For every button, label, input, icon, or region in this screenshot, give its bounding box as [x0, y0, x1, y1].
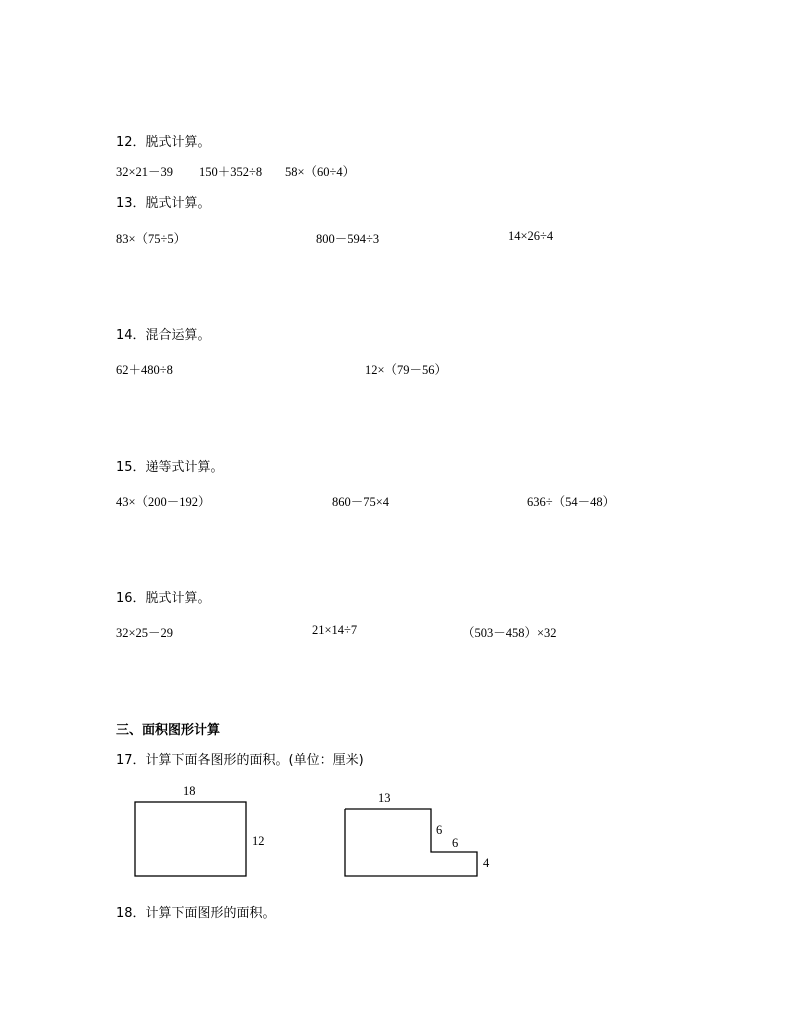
rect-right-label: 12 [252, 834, 265, 848]
q15-title: 15．递等式计算。 [116, 460, 224, 475]
lshape-top-label: 13 [378, 791, 391, 805]
rectangle-shape [135, 802, 246, 876]
q16-expression-3: （503－458）×32 [462, 626, 557, 640]
q12-expression-2: 150＋352÷8 [199, 165, 263, 179]
q14-expression-1: 62＋480÷8 [116, 363, 173, 377]
q17-title: 17．计算下面各图形的面积。(单位：厘米) [116, 753, 364, 768]
rect-top-label: 18 [183, 784, 196, 798]
q16-expression-1: 32×25－29 [116, 626, 174, 640]
q12-expression-3: 58×（60÷4） [285, 165, 356, 179]
lshape-right-label: 4 [483, 856, 490, 870]
q15-expression-3: 636÷（54－48） [527, 495, 616, 509]
q18-title: 18．计算下面图形的面积。 [116, 906, 276, 921]
q12-expression-1: 32×21－39 [116, 165, 174, 179]
q14-title: 14．混合运算。 [116, 328, 211, 343]
q14-expression-2: 12×（79－56） [365, 363, 448, 377]
q15-expression-1: 43×（200－192） [116, 495, 211, 509]
q16-title: 16．脱式计算。 [116, 591, 211, 606]
q13-title: 13．脱式计算。 [116, 196, 211, 211]
q13-expression-2: 800－594÷3 [316, 232, 380, 246]
q13-expression-1: 83×（75÷5） [116, 232, 187, 246]
q15-expression-2: 860－75×4 [332, 495, 390, 509]
q12-title: 12．脱式计算。 [116, 135, 211, 150]
section-heading: 三、面积图形计算 [116, 723, 221, 738]
lshape-step-width-label: 6 [452, 836, 459, 850]
q16-expression-2: 21×14÷7 [312, 623, 358, 637]
q13-expression-3: 14×26÷4 [508, 229, 554, 243]
lshape-step-height-label: 6 [436, 823, 443, 837]
